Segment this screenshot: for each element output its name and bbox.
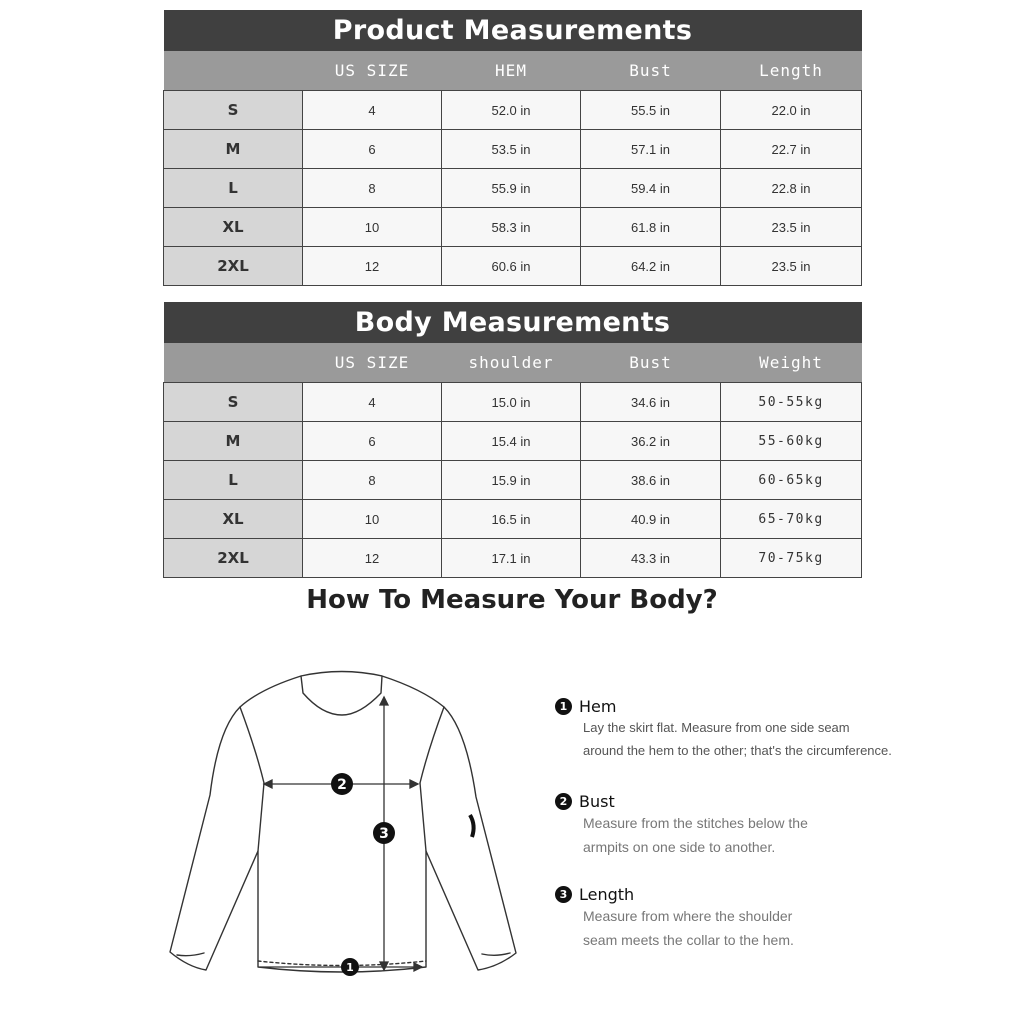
header-bust: Bust: [581, 51, 721, 91]
bust-value: 40.9 in: [581, 500, 721, 539]
us-size-value: 12: [303, 539, 442, 578]
table-row: [164, 539, 862, 578]
table-row: [164, 130, 862, 169]
header-shoulder: shoulder: [442, 343, 581, 383]
marker-3: [373, 822, 395, 844]
bust-arrow-right-head: [410, 780, 418, 788]
weight-value: 50-55kg: [721, 383, 862, 422]
instruction-hem: [555, 697, 892, 762]
how-to-measure-heading: How To Measure Your Body?: [306, 585, 718, 615]
table-row: [164, 500, 862, 539]
us-size-value: 10: [303, 500, 442, 539]
table-row: [164, 461, 862, 500]
bust-value: 38.6 in: [581, 461, 721, 500]
body-table-title: Body Measurements: [164, 302, 862, 343]
hem-value: 58.3 in: [442, 208, 581, 247]
size-label: S: [164, 383, 303, 422]
header-hem: HEM: [442, 51, 581, 91]
instruction-title: Length: [579, 885, 635, 904]
length-arrow-top-head: [380, 697, 388, 705]
header-weight: Weight: [721, 343, 862, 383]
header-bust: Bust: [581, 343, 721, 383]
us-size-value: 6: [303, 130, 442, 169]
us-size-value: 4: [303, 383, 442, 422]
bust-value: 55.5 in: [581, 91, 721, 130]
bust-value: 59.4 in: [581, 169, 721, 208]
table-row: [164, 91, 862, 130]
size-label: L: [164, 169, 303, 208]
size-label: XL: [164, 208, 303, 247]
number-badge: 3: [555, 886, 572, 903]
shoulder-value: 15.4 in: [442, 422, 581, 461]
body-measurements-table: [163, 302, 862, 578]
marker-2-label: 2: [337, 777, 347, 793]
header-length: Length: [721, 51, 862, 91]
us-size-value: 8: [303, 169, 442, 208]
length-value: 23.5 in: [721, 247, 862, 286]
header-blank: [164, 51, 303, 91]
left-side-seam: [258, 783, 264, 851]
length-arrow-bottom-head: [380, 962, 388, 970]
instruction-line: around the hem to the other; that's the circumference.: [583, 743, 892, 758]
right-armhole-line: [420, 707, 444, 783]
table-row: [164, 247, 862, 286]
number-badge: 1: [555, 698, 572, 715]
table-row: [164, 208, 862, 247]
table-row: [164, 422, 862, 461]
bust-value: 36.2 in: [581, 422, 721, 461]
us-size-value: 12: [303, 247, 442, 286]
product-table-header-row: [164, 51, 862, 91]
weight-value: 65-70kg: [721, 500, 862, 539]
instruction-title: Bust: [579, 792, 615, 811]
instruction-line: Measure from the stitches below the: [583, 815, 808, 831]
instruction-line: seam meets the collar to the hem.: [583, 932, 794, 948]
left-cuff-line: [177, 953, 204, 956]
marker-2: [331, 773, 353, 795]
us-size-value: 8: [303, 461, 442, 500]
instruction-line: armpits on one side to another.: [583, 839, 776, 855]
hem-value: 60.6 in: [442, 247, 581, 286]
header-blank: [164, 343, 303, 383]
table-row: [164, 383, 862, 422]
header-us-size: US SIZE: [303, 51, 442, 91]
hem-arrow-right-head: [414, 963, 422, 971]
hem-value: 55.9 in: [442, 169, 581, 208]
us-size-value: 6: [303, 422, 442, 461]
shoulder-value: 16.5 in: [442, 500, 581, 539]
left-armhole-line: [240, 707, 264, 783]
size-label: L: [164, 461, 303, 500]
size-label: XL: [164, 500, 303, 539]
bust-arrow-left-head: [264, 780, 272, 788]
hem-value: 53.5 in: [442, 130, 581, 169]
right-cuff-line: [482, 953, 510, 955]
elbow-mark: [470, 815, 474, 837]
collar-outline: [301, 672, 382, 716]
header-us-size: US SIZE: [303, 343, 442, 383]
shoulder-value: 15.9 in: [442, 461, 581, 500]
right-side-seam: [420, 783, 426, 851]
sweater-outline: [170, 676, 516, 972]
bust-value: 57.1 in: [581, 130, 721, 169]
table-row: [164, 169, 862, 208]
number-badge: 2: [555, 793, 572, 810]
size-label: M: [164, 422, 303, 461]
weight-value: 60-65kg: [721, 461, 862, 500]
hem-value: 52.0 in: [442, 91, 581, 130]
bust-value: 43.3 in: [581, 539, 721, 578]
product-table-title: Product Measurements: [164, 10, 862, 51]
bust-value: 64.2 in: [581, 247, 721, 286]
instruction-length: [555, 885, 794, 952]
bust-value: 34.6 in: [581, 383, 721, 422]
size-label: 2XL: [164, 539, 303, 578]
sweater-diagram: [160, 665, 530, 985]
length-value: 22.8 in: [721, 169, 862, 208]
bust-value: 61.8 in: [581, 208, 721, 247]
marker-3-label: 3: [379, 826, 389, 842]
instruction-title: Hem: [579, 697, 617, 716]
size-label: M: [164, 130, 303, 169]
weight-value: 70-75kg: [721, 539, 862, 578]
body-table-header-row: [164, 343, 862, 383]
weight-value: 55-60kg: [721, 422, 862, 461]
us-size-value: 10: [303, 208, 442, 247]
product-measurements-table: [163, 10, 862, 286]
shoulder-value: 15.0 in: [442, 383, 581, 422]
instruction-line: Lay the skirt flat. Measure from one side seam: [583, 720, 850, 735]
shoulder-value: 17.1 in: [442, 539, 581, 578]
instruction-bust: [555, 792, 808, 859]
size-label: 2XL: [164, 247, 303, 286]
length-value: 23.5 in: [721, 208, 862, 247]
instruction-line: Measure from where the shoulder: [583, 908, 793, 924]
length-value: 22.0 in: [721, 91, 862, 130]
us-size-value: 4: [303, 91, 442, 130]
marker-1: [341, 958, 359, 976]
size-label: S: [164, 91, 303, 130]
length-value: 22.7 in: [721, 130, 862, 169]
marker-1-label: 1: [346, 961, 354, 974]
